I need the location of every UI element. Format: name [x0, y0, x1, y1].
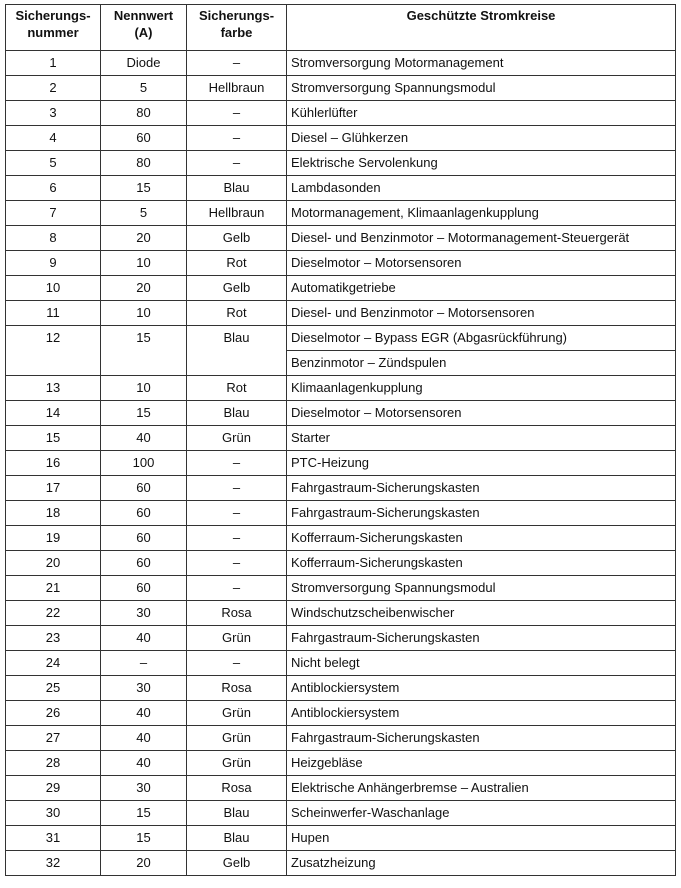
- fuse-number-cell: 11: [6, 301, 101, 326]
- table-row: [6, 151, 676, 176]
- table-row: [6, 851, 676, 876]
- fuse-number-cell: 2: [6, 76, 101, 101]
- rating-cell: 10: [101, 376, 187, 401]
- circuit-cell: Kofferraum-Sicherungskasten: [287, 551, 676, 576]
- fuse-number-cell: 1: [6, 51, 101, 76]
- table-row: [6, 176, 676, 201]
- rating-cell: 15: [101, 801, 187, 826]
- color-cell: –: [187, 126, 287, 151]
- table-row: [6, 526, 676, 551]
- table-row: [6, 676, 676, 701]
- table-row: [6, 301, 676, 326]
- color-cell: –: [187, 476, 287, 501]
- circuit-cell: Fahrgastraum-Sicherungskasten: [287, 501, 676, 526]
- circuit-cell: Hupen: [287, 826, 676, 851]
- fuse-number-cell: 3: [6, 101, 101, 126]
- fuse-number-cell: 19: [6, 526, 101, 551]
- circuit-cell: Elektrische Anhängerbremse – Australien: [287, 776, 676, 801]
- circuit-cell: Nicht belegt: [287, 651, 676, 676]
- circuit-cell: Automatikgetriebe: [287, 276, 676, 301]
- fuse-number-cell: 20: [6, 551, 101, 576]
- table-row: [6, 276, 676, 301]
- rating-cell: 60: [101, 501, 187, 526]
- circuit-cell: Kofferraum-Sicherungskasten: [287, 526, 676, 551]
- table-row: [6, 401, 676, 426]
- fuse-number-cell: 18: [6, 501, 101, 526]
- color-cell: –: [187, 451, 287, 476]
- color-cell: Grün: [187, 701, 287, 726]
- table-row: [6, 626, 676, 651]
- color-cell: –: [187, 651, 287, 676]
- fuse-table-header: [6, 5, 676, 51]
- fuse-number-cell: 14: [6, 401, 101, 426]
- circuit-cell: Motormanagement, Klimaanlagenkupplung: [287, 201, 676, 226]
- fuse-number-cell: 25: [6, 676, 101, 701]
- rating-cell: 80: [101, 151, 187, 176]
- fuse-number-cell: 15: [6, 426, 101, 451]
- rating-cell: 40: [101, 626, 187, 651]
- rating-cell: 60: [101, 126, 187, 151]
- table-row: [6, 751, 676, 776]
- rating-cell: 30: [101, 776, 187, 801]
- header-fuse-number: Sicherungs- nummer: [6, 5, 101, 51]
- color-cell: Gelb: [187, 851, 287, 876]
- fuse-number-cell: 31: [6, 826, 101, 851]
- fuse-number-cell: 22: [6, 601, 101, 626]
- circuit-cell: Starter: [287, 426, 676, 451]
- fuse-number-cell: 28: [6, 751, 101, 776]
- fuse-number-cell: 27: [6, 726, 101, 751]
- rating-cell: 15: [101, 826, 187, 851]
- color-cell: Rot: [187, 251, 287, 276]
- color-cell: Grün: [187, 751, 287, 776]
- rating-cell: 10: [101, 251, 187, 276]
- fuse-number-cell: 13: [6, 376, 101, 401]
- table-row: [6, 826, 676, 851]
- fuse-number-cell: 23: [6, 626, 101, 651]
- fuse-number-cell: 12: [6, 326, 101, 376]
- table-row: [6, 776, 676, 801]
- color-cell: Rosa: [187, 776, 287, 801]
- header-color: Sicherungs- farbe: [187, 5, 287, 51]
- fuse-number-cell: 26: [6, 701, 101, 726]
- table-row: [6, 476, 676, 501]
- color-cell: Grün: [187, 726, 287, 751]
- color-cell: –: [187, 151, 287, 176]
- rating-cell: 60: [101, 526, 187, 551]
- fuse-number-cell: 17: [6, 476, 101, 501]
- color-cell: Grün: [187, 626, 287, 651]
- table-row: [6, 101, 676, 126]
- rating-cell: 15: [101, 401, 187, 426]
- table-row: [6, 201, 676, 226]
- circuit-cell: Diesel- und Benzinmotor – Motormanagement-Steuergerät: [287, 226, 676, 251]
- rating-cell: 40: [101, 701, 187, 726]
- fuse-number-cell: 8: [6, 226, 101, 251]
- fuse-table-body: [6, 51, 676, 876]
- rating-cell: 40: [101, 751, 187, 776]
- table-row: [6, 801, 676, 826]
- fuse-number-cell: 16: [6, 451, 101, 476]
- circuit-cell: Windschutzscheibenwischer: [287, 601, 676, 626]
- color-cell: Rosa: [187, 676, 287, 701]
- circuit-cell: Stromversorgung Motormanagement: [287, 51, 676, 76]
- rating-cell: 60: [101, 476, 187, 501]
- circuit-cell: Scheinwerfer-Waschanlage: [287, 801, 676, 826]
- color-cell: Grün: [187, 426, 287, 451]
- rating-cell: 20: [101, 226, 187, 251]
- color-cell: Blau: [187, 401, 287, 426]
- header-circuits: Geschützte Stromkreise: [287, 5, 676, 51]
- circuit-cell: Diesel- und Benzinmotor – Motorsensoren: [287, 301, 676, 326]
- table-row: [6, 726, 676, 751]
- fuse-number-cell: 4: [6, 126, 101, 151]
- table-row: [6, 451, 676, 476]
- rating-cell: 15: [101, 326, 187, 376]
- table-row: [6, 376, 676, 401]
- color-cell: Hellbraun: [187, 76, 287, 101]
- circuit-cell: Elektrische Servolenkung: [287, 151, 676, 176]
- rating-cell: 20: [101, 276, 187, 301]
- fuse-table: [5, 4, 676, 876]
- color-cell: Blau: [187, 326, 287, 376]
- circuit-cell: Zusatzheizung: [287, 851, 676, 876]
- circuit-cell: Stromversorgung Spannungsmodul: [287, 76, 676, 101]
- rating-cell: Diode: [101, 51, 187, 76]
- table-row: [6, 551, 676, 576]
- circuit-cell: Antiblockiersystem: [287, 701, 676, 726]
- circuit-cell: Diesel – Glühkerzen: [287, 126, 676, 151]
- fuse-number-cell: 7: [6, 201, 101, 226]
- fuse-number-cell: 29: [6, 776, 101, 801]
- color-cell: –: [187, 101, 287, 126]
- table-row: [6, 126, 676, 151]
- color-cell: Rot: [187, 376, 287, 401]
- rating-cell: 80: [101, 101, 187, 126]
- circuit-cell: Fahrgastraum-Sicherungskasten: [287, 726, 676, 751]
- rating-cell: –: [101, 651, 187, 676]
- table-row: [6, 501, 676, 526]
- color-cell: –: [187, 501, 287, 526]
- fuse-number-cell: 21: [6, 576, 101, 601]
- table-row: [6, 76, 676, 101]
- rating-cell: 60: [101, 576, 187, 601]
- fuse-number-cell: 30: [6, 801, 101, 826]
- rating-cell: 60: [101, 551, 187, 576]
- circuit-cell: PTC-Heizung: [287, 451, 676, 476]
- color-cell: Rot: [187, 301, 287, 326]
- color-cell: Hellbraun: [187, 201, 287, 226]
- circuit-cell: Fahrgastraum-Sicherungskasten: [287, 476, 676, 501]
- fuse-number-cell: 9: [6, 251, 101, 276]
- table-row: [6, 51, 676, 76]
- color-cell: Blau: [187, 176, 287, 201]
- circuit-cell: Klimaanlagenkupplung: [287, 376, 676, 401]
- circuit-cell: Dieselmotor – Motorsensoren: [287, 401, 676, 426]
- table-row: [6, 326, 676, 351]
- color-cell: Rosa: [187, 601, 287, 626]
- circuit-cell: Stromversorgung Spannungsmodul: [287, 576, 676, 601]
- rating-cell: 40: [101, 426, 187, 451]
- rating-cell: 40: [101, 726, 187, 751]
- header-row: [6, 5, 676, 51]
- circuit-cell: Kühlerlüfter: [287, 101, 676, 126]
- circuit-cell: Antiblockiersystem: [287, 676, 676, 701]
- color-cell: Blau: [187, 801, 287, 826]
- fuse-number-cell: 10: [6, 276, 101, 301]
- rating-cell: 15: [101, 176, 187, 201]
- fuse-number-cell: 24: [6, 651, 101, 676]
- rating-cell: 20: [101, 851, 187, 876]
- color-cell: Gelb: [187, 226, 287, 251]
- circuit-cell: Lambdasonden: [287, 176, 676, 201]
- rating-cell: 5: [101, 201, 187, 226]
- fuse-number-cell: 32: [6, 851, 101, 876]
- table-row: [6, 226, 676, 251]
- circuit-cell: Heizgebläse: [287, 751, 676, 776]
- circuit-cell: Benzinmotor – Zündspulen: [287, 351, 676, 376]
- table-row: [6, 701, 676, 726]
- fuse-number-cell: 6: [6, 176, 101, 201]
- circuit-cell: Dieselmotor – Motorsensoren: [287, 251, 676, 276]
- circuit-cell: Dieselmotor – Bypass EGR (Abgasrückführung): [287, 326, 676, 351]
- table-row: [6, 251, 676, 276]
- table-row: [6, 601, 676, 626]
- rating-cell: 100: [101, 451, 187, 476]
- table-row: [6, 576, 676, 601]
- table-row: [6, 426, 676, 451]
- color-cell: –: [187, 51, 287, 76]
- rating-cell: 30: [101, 676, 187, 701]
- circuit-cell: Fahrgastraum-Sicherungskasten: [287, 626, 676, 651]
- rating-cell: 10: [101, 301, 187, 326]
- color-cell: –: [187, 526, 287, 551]
- color-cell: Blau: [187, 826, 287, 851]
- color-cell: –: [187, 551, 287, 576]
- fuse-number-cell: 5: [6, 151, 101, 176]
- header-rating: Nennwert (A): [101, 5, 187, 51]
- color-cell: Gelb: [187, 276, 287, 301]
- color-cell: –: [187, 576, 287, 601]
- rating-cell: 30: [101, 601, 187, 626]
- rating-cell: 5: [101, 76, 187, 101]
- table-row: [6, 651, 676, 676]
